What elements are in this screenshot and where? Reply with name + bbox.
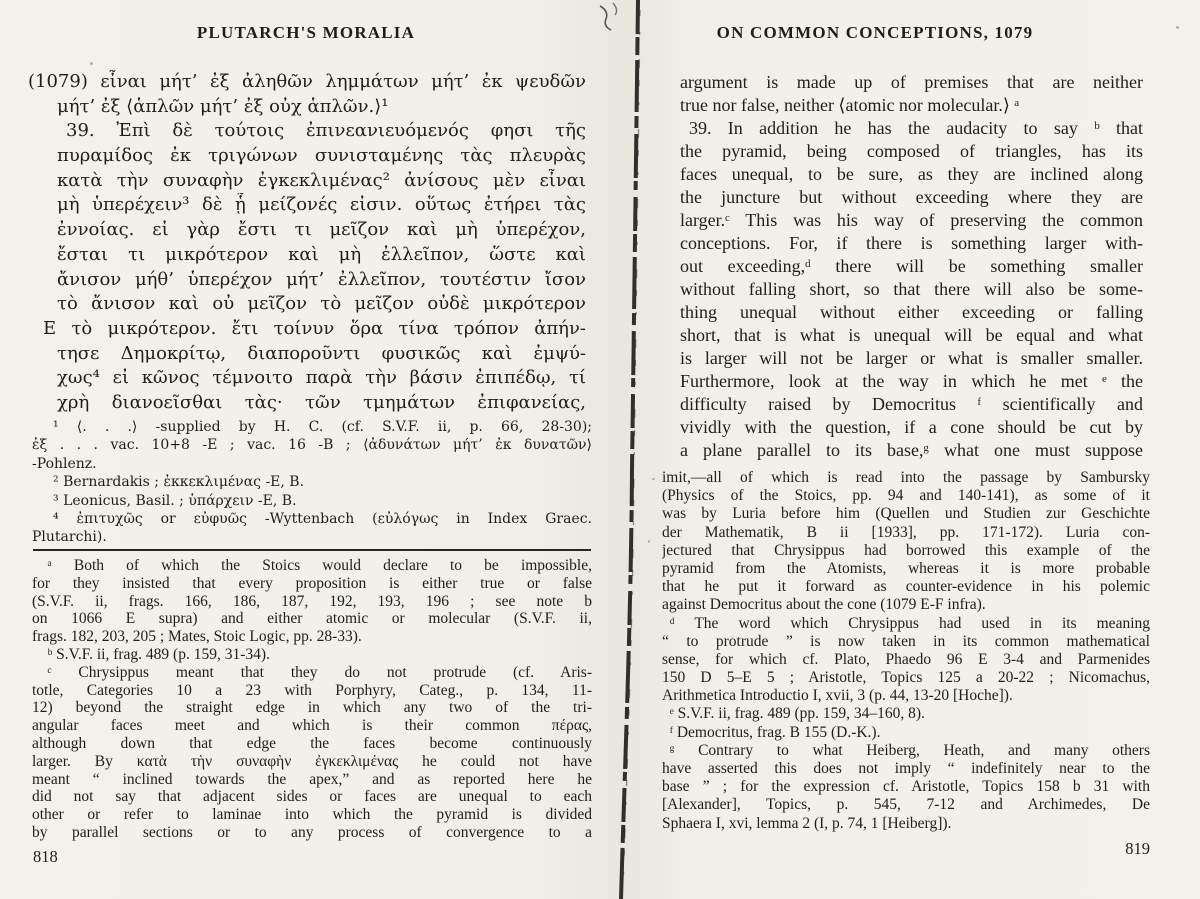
text-line: jectured that Chrysippus had borrowed this example of the	[662, 541, 1150, 559]
text-line: without falling short, so that there will also be some-	[680, 279, 1143, 299]
right-running-head: ON COMMON CONCEPTIONS, 1079	[716, 23, 1034, 42]
text-line: vividly with the question, if a cone should be cut by	[680, 417, 1143, 437]
text-line: (Physics of the Stoics, pp. 94 and 140-141), as some of it	[662, 487, 1150, 505]
footnote-rule	[33, 549, 591, 551]
text-line: ᶜ Chrysippus meant that they do not protrude (cf. Aris-	[32, 663, 592, 681]
text-line: κατὰ τὴν συναφὴν ἐγκεκλιμένας² ἀνίσους μὲν εἶναι	[57, 169, 586, 191]
pen-scribble-mark	[613, 3, 617, 15]
text-line: on 1066 E supra) and either atomic or molecular (S.V.F. ii,	[32, 610, 592, 628]
text-line: ¹ ⟨. . .⟩ -supplied by H. C. (cf. S.V.F. ii, p. 66, 28-30);	[32, 419, 592, 435]
text-line: ᵇ S.V.F. ii, frag. 489 (p. 159, 31-34).	[32, 645, 270, 663]
text-line: E τὸ μικρότερον. ἔτι τοίνυν ὅρα τίνα τρόπον ἀπήν-	[43, 317, 586, 339]
translation-main-text	[680, 71, 1143, 462]
text-line: ᵃ Both of which the Stoics would declare to be impossible,	[32, 557, 592, 574]
right-page-number: 819	[1125, 839, 1150, 858]
text-line: although down that edge the faces become continuously	[32, 734, 592, 752]
text-line: out exceeding,ᵈ there will be something smaller	[680, 256, 1143, 276]
text-line: μήτ’ ἐξ ⟨ἁπλῶν μήτ’ ἐξ οὐχ ἁπλῶν.⟩¹	[57, 95, 389, 117]
text-line: have asserted this does not imply “ indefinitely near to the	[662, 760, 1150, 777]
text-line: difficulty raised by Democritus ᶠ scientifically and	[680, 394, 1143, 414]
text-line: (S.V.F. ii, frags. 166, 186, 187, 192, 193, 196 ; see note b	[32, 592, 592, 610]
text-line: 39. In addition he has the audacity to say ᵇ that	[680, 118, 1143, 138]
text-line: that he put it forward as counter-evidence in his polemic	[662, 578, 1150, 596]
text-line: base ” ; for the expression cf. Aristotle, Topics 158 b 31 with	[662, 778, 1150, 796]
text-line: larger.ᶜ This was his way of preserving the common	[680, 210, 1143, 230]
text-line: χως⁴ εἰ κῶνος τέμνοιτο παρὰ τὴν βάσιν ἐπιπέδῳ, τί	[57, 367, 586, 389]
text-line: Furthermore, look at the way in which he met ᵉ the	[680, 371, 1143, 391]
text-line: “ to protrude ” is now taken in its common mathematical	[662, 632, 1150, 650]
text-line: pyramid from the Atomists, whereas it is more probable	[662, 559, 1150, 577]
left-footnotes	[32, 557, 592, 842]
text-line: 12) beyond the straight edge in which any two of the tri-	[32, 699, 592, 717]
text-line: τὸ ἄνισον καὶ οὐ μεῖζον τὸ μεῖζον οὐδὲ μικρότερον	[57, 293, 586, 315]
text-line: other or refer to laminae into which the pyramid is divided	[32, 806, 592, 824]
text-line: is larger will not be larger or what is smaller smaller.	[680, 348, 1143, 368]
text-line: τησε Δημοκρίτῳ, διαποροῦντι φυσικῶς καὶ ἐμψύ-	[57, 342, 586, 364]
text-line: the pyramid, being composed of triangles, has its	[680, 141, 1143, 161]
text-line: (1079) εἶναι μήτ’ ἐξ ἀληθῶν λημμάτων μήτ’ ἐκ ψευδῶν	[28, 71, 586, 92]
text-line: did not say that adjacent sides or faces are unequal to each	[32, 788, 592, 806]
scan-speck	[90, 62, 93, 65]
text-line: ᵈ The word which Chrysippus had used in its meaning	[662, 614, 1150, 632]
text-line: ³ Leonicus, Basil. ; ὑπάρχειν -E, B.	[32, 492, 297, 509]
text-line: meant “ inclined towards the apex,” and as reported here he	[32, 770, 592, 788]
text-line: imit,—all of which is read into the passage by Sambursky	[662, 469, 1150, 486]
text-line: -Pohlenz.	[32, 455, 97, 472]
text-line: ⁴ ἐπιτυχῶς or εὐφυῶς -Wyttenbach (εὐλόγως in Index Graec.	[32, 510, 592, 527]
text-line: 150 D 5–E 5 ; Aristotle, Topics 125 a 20-22 ; Nicomachus,	[662, 669, 1150, 687]
gutter-shadow-stroke	[621, 0, 638, 899]
text-line: angular faces meet and which is their common πέρας,	[32, 717, 592, 735]
text-line: ² Bernardakis ; ἐκκεκλιμένας -E, B.	[32, 474, 305, 491]
text-line: ἐξ . . . vac. 10+8 -E ; vac. 16 -B ; ⟨ἀδυνάτων μήτ’ ἐκ δυνατῶν⟩	[32, 437, 592, 454]
text-line: by parallel sections or to any process of convergence to a	[32, 823, 592, 841]
text-line: true nor false, neither ⟨atomic nor molecular.⟩ ᵃ	[680, 95, 1020, 115]
left-running-head: PLUTARCH'S MORALIA	[196, 23, 416, 42]
text-line: Arithmetica Introductio I, xvii, 3 (p. 44, 13-20 [Hoche]).	[662, 687, 1013, 705]
text-line: ἔσται τι μικρότερον καὶ μὴ ἐλλεῖπον, ὥστε καὶ	[57, 243, 586, 265]
critical-apparatus	[32, 418, 592, 547]
text-line: was by Luria before him (Quellen und Studien zur Geschichte	[662, 505, 1150, 523]
text-line: Sphaera I, xvi, lemma 2 (I, p. 74, 1 [Heiberg]).	[662, 814, 952, 832]
text-line: 39. Ἐπὶ δὲ τούτοις ἐπινεανιευόμενός φησι τῆς	[57, 120, 586, 142]
scan-speck	[652, 478, 655, 480]
text-line: faces unequal, to be sure, as they are inclined along	[680, 164, 1143, 184]
text-line: thing unequal without either exceeding or falling	[680, 302, 1143, 322]
text-line: against Democritus about the cone (1079 E-F infra).	[662, 596, 986, 614]
text-line: ᵉ S.V.F. ii, frag. 489 (pp. 159, 34–160, 8).	[662, 705, 925, 723]
text-line: short, that is what is unequal will be equal and what	[680, 325, 1143, 345]
text-line: ἄνισον μήθ’ ὑπερέχον μήτ’ ἐλλεῖπον, τουτέστιν ἴσον	[57, 268, 586, 290]
text-line: ᶠ Democritus, frag. B 155 (D.-K.).	[662, 723, 881, 741]
greek-main-text	[28, 70, 586, 416]
text-line: Plutarchi).	[32, 529, 107, 546]
text-line: μὴ ὑπερέχειν³ δὲ ᾗ μείζονές εἰσιν. οὕτως ἐτήρει τὰς	[57, 194, 586, 216]
text-line: for they insisted that every proposition is either true or false	[32, 574, 592, 592]
text-line: larger. By κατὰ τὴν συναφὴν ἐγκεκλιμένας he could not have	[32, 752, 592, 770]
text-line: frags. 182, 203, 205 ; Mates, Stoic Logic, pp. 28-33).	[32, 628, 362, 646]
text-line: argument is made up of premises that are neither	[680, 72, 1143, 92]
text-line: πυραμίδος ἐκ τριγώνων συνισταμένης τὰς πλευρὰς	[57, 145, 586, 167]
text-line: totle, Categories 10 a 23 with Porphyry, Categ., p. 134, 11-	[32, 681, 592, 699]
scan-speck	[648, 540, 650, 543]
text-line: [Alexander], Topics, p. 545, 7-12 and Archimedes, De	[662, 796, 1150, 814]
text-line: a plane parallel to its base,ᵍ what one must suppose	[680, 440, 1143, 460]
scan-speck	[1176, 26, 1179, 29]
text-line: der Mathematik, B ii [1933], pp. 171-172). Luria con-	[662, 523, 1150, 541]
text-line: conceptions. For, if there is something larger with-	[680, 233, 1143, 253]
right-footnotes	[662, 469, 1150, 833]
text-line: the juncture but without exceeding where they are	[680, 187, 1143, 207]
text-line: ᵍ Contrary to what Heiberg, Heath, and many others	[662, 741, 1150, 759]
text-line: sense, for which cf. Plato, Phaedo 96 E 3-4 and Parmenides	[662, 650, 1150, 668]
left-page-number: 818	[33, 847, 58, 866]
text-line: χρὴ διανοεῖσθαι τὰς· τῶν τμημάτων ἐπιφανείας,	[57, 391, 586, 413]
text-line: ἐννοίας. εἰ γὰρ ἔστι τι μεῖζον καὶ μὴ ὑπερέχον,	[57, 219, 586, 241]
